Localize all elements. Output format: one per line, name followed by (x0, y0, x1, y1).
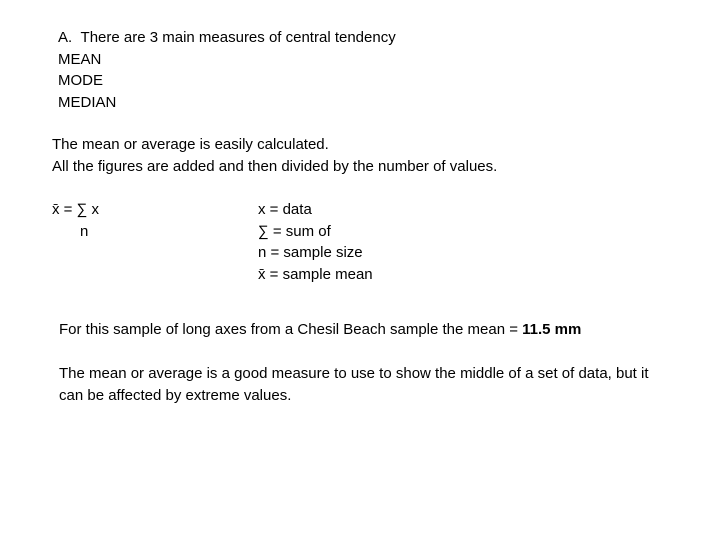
legend-item: ∑ = sum of (258, 222, 331, 240)
mean-formula (52, 199, 99, 242)
measure-item: MODE (58, 72, 103, 89)
intro-line-2: All the figures are added and then divided by the number of values. (52, 157, 498, 175)
formula-numerator: x̄ = ∑ x (52, 201, 99, 218)
heading (58, 27, 396, 49)
intro-line-1: The mean or average is easily calculated. (52, 136, 329, 153)
intro-paragraph (52, 134, 497, 177)
legend-item: x̄ = sample mean (258, 265, 373, 283)
formula-denominator: n (80, 222, 89, 240)
legend-item: n = sample size (258, 244, 363, 261)
heading-prefix: A. (58, 29, 73, 46)
note-paragraph: The mean or average is a good measure to use to show the middle of a set of data, but it can be affected by extreme values. (59, 365, 649, 404)
measures-list (58, 27, 396, 113)
sample-result-value: 11.5 mm (522, 321, 582, 338)
formula-legend (258, 199, 373, 285)
measure-item: MEAN (58, 50, 102, 68)
legend-item: x = data (258, 201, 312, 218)
sample-result-text: For this sample of long axes from a Chesil Beach sample the mean = (59, 321, 523, 338)
sample-result (59, 319, 581, 341)
heading-text: There are 3 main measures of central tendency (80, 29, 396, 46)
measure-item: MEDIAN (58, 93, 117, 111)
